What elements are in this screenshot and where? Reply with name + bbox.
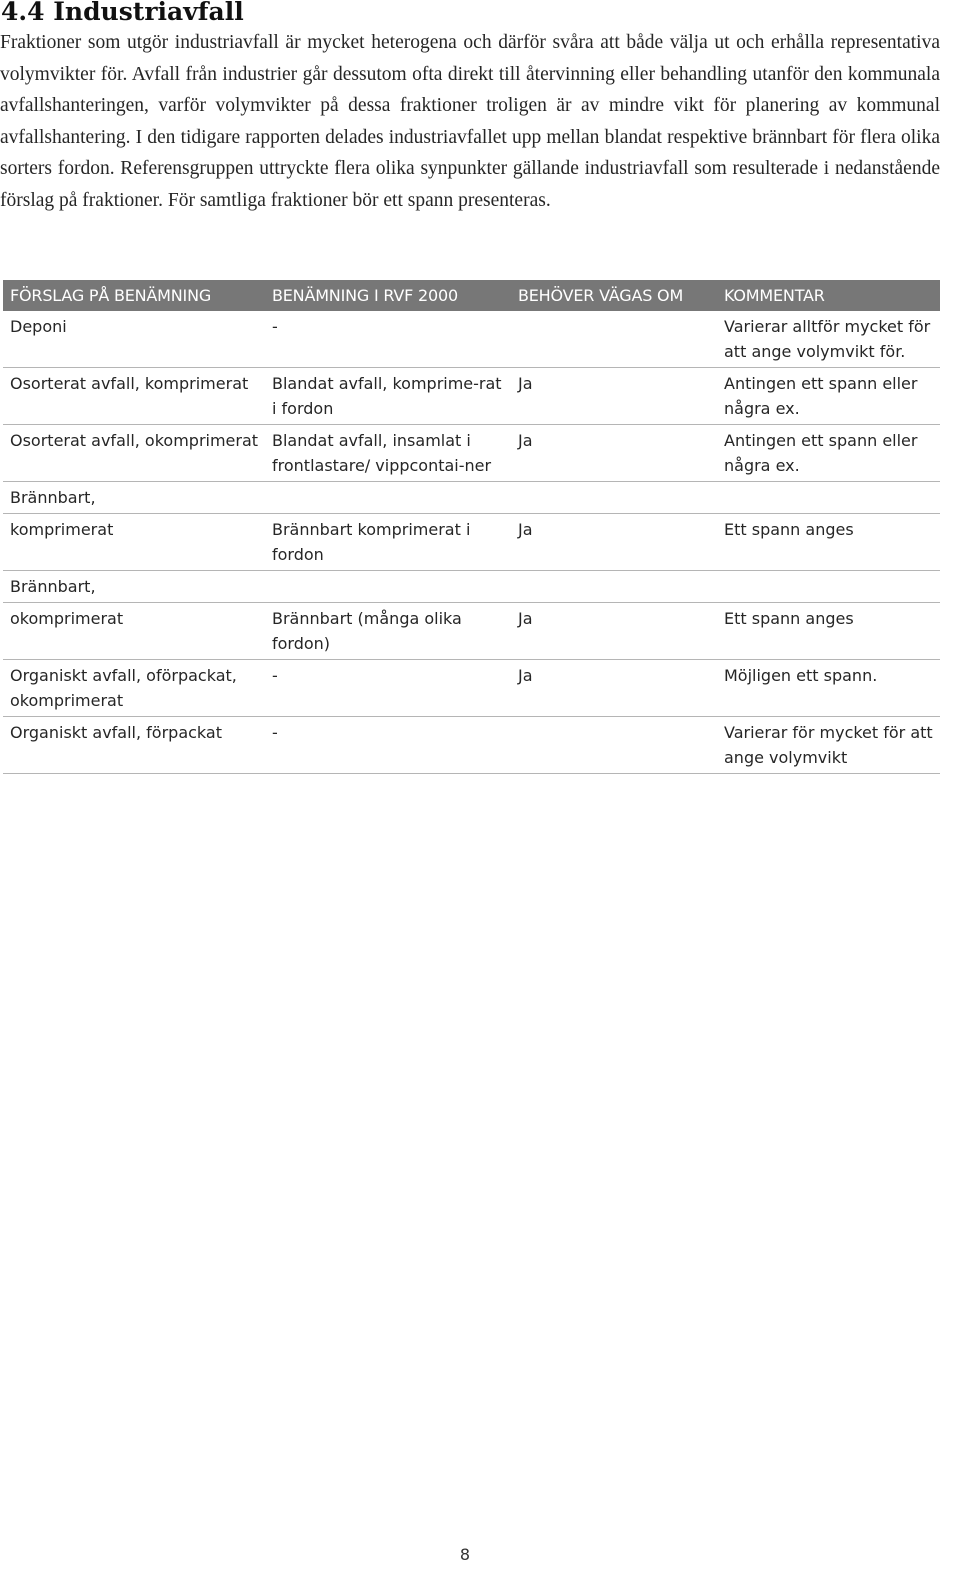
table-row — [3, 603, 940, 660]
cell-proposed-name: Brännbart, — [3, 571, 265, 603]
cell-proposed-name: Organiskt avfall, oförpackat, okomprimerat — [3, 660, 265, 717]
header-rvf-2000-name: BENÄMNING I RVF 2000 — [265, 280, 511, 311]
cell-needs-reweighing: Ja — [511, 514, 717, 571]
cell-proposed-name: okomprimerat — [3, 603, 265, 660]
cell-rvf-2000-name: - — [265, 311, 511, 368]
cell-comment: Antingen ett spann eller några ex. — [717, 425, 940, 482]
cell-proposed-name: Deponi — [3, 311, 265, 368]
table-row — [3, 514, 940, 571]
intro-paragraph: Fraktioner som utgör industriavfall är mycket heterogena och därför svåra att både välja ut och erhålla representativa volymvikter för. Avfall från industrier går dessutom ofta direkt till återvinning eller behandling utanför den kommunala avfallshanteringen, varför volymvikter på dessa fraktioner troligen är av mindre vikt för planering av kommunal avfallshantering. I den tidigare rapporten delades industriavfallet upp mellan blandat respektive brännbart för flera olika sorters fordon. Referensgruppen uttryckte flera olika synpunkter gällande industriavfall som resulterade i nedanstående förslag på fraktioner. För samtliga fraktioner bör ett spann presenteras. — [0, 32, 940, 211]
table-row — [3, 717, 940, 774]
cell-rvf-2000-name — [265, 482, 511, 514]
table-row — [3, 311, 940, 368]
table-row — [3, 571, 940, 603]
cell-rvf-2000-name: - — [265, 660, 511, 717]
cell-comment: Antingen ett spann eller några ex. — [717, 368, 940, 425]
cell-comment: Ett spann anges — [717, 514, 940, 571]
table-row — [3, 482, 940, 514]
cell-needs-reweighing — [511, 311, 717, 368]
cell-comment — [717, 482, 940, 514]
cell-proposed-name: Brännbart, — [3, 482, 265, 514]
section-heading: 4.4 Industriavfall — [1, 0, 244, 26]
page-number: 8 — [459, 1545, 471, 1564]
cell-needs-reweighing — [511, 717, 717, 774]
fractions-table — [3, 280, 940, 774]
cell-rvf-2000-name — [265, 571, 511, 603]
table-row — [3, 660, 940, 717]
cell-needs-reweighing — [511, 482, 717, 514]
cell-needs-reweighing: Ja — [511, 425, 717, 482]
cell-proposed-name: Osorterat avfall, okomprimerat — [3, 425, 265, 482]
table-row — [3, 425, 940, 482]
cell-comment: Varierar för mycket för att ange volymvikt — [717, 717, 940, 774]
header-comment: KOMMENTAR — [717, 280, 940, 311]
cell-proposed-name: Organiskt avfall, förpackat — [3, 717, 265, 774]
table-row — [3, 368, 940, 425]
cell-comment: Ett spann anges — [717, 603, 940, 660]
cell-needs-reweighing: Ja — [511, 660, 717, 717]
cell-rvf-2000-name: - — [265, 717, 511, 774]
cell-rvf-2000-name: Brännbart (många olika fordon) — [265, 603, 511, 660]
cell-rvf-2000-name: Blandat avfall, komprime-rat i fordon — [265, 368, 511, 425]
cell-needs-reweighing: Ja — [511, 603, 717, 660]
header-needs-reweighing: BEHÖVER VÄGAS OM — [511, 280, 717, 311]
cell-comment: Varierar alltför mycket för att ange volymvikt för. — [717, 311, 940, 368]
cell-comment — [717, 571, 940, 603]
header-proposed-name: FÖRSLAG PÅ BENÄMNING — [3, 280, 265, 311]
cell-proposed-name: komprimerat — [3, 514, 265, 571]
cell-comment: Möjligen ett spann. — [717, 660, 940, 717]
cell-rvf-2000-name: Brännbart komprimerat i fordon — [265, 514, 511, 571]
cell-rvf-2000-name: Blandat avfall, insamlat i frontlastare/ vippcontai-ner — [265, 425, 511, 482]
cell-needs-reweighing: Ja — [511, 368, 717, 425]
cell-needs-reweighing — [511, 571, 717, 603]
cell-proposed-name: Osorterat avfall, komprimerat — [3, 368, 265, 425]
table-header-row — [3, 280, 940, 311]
